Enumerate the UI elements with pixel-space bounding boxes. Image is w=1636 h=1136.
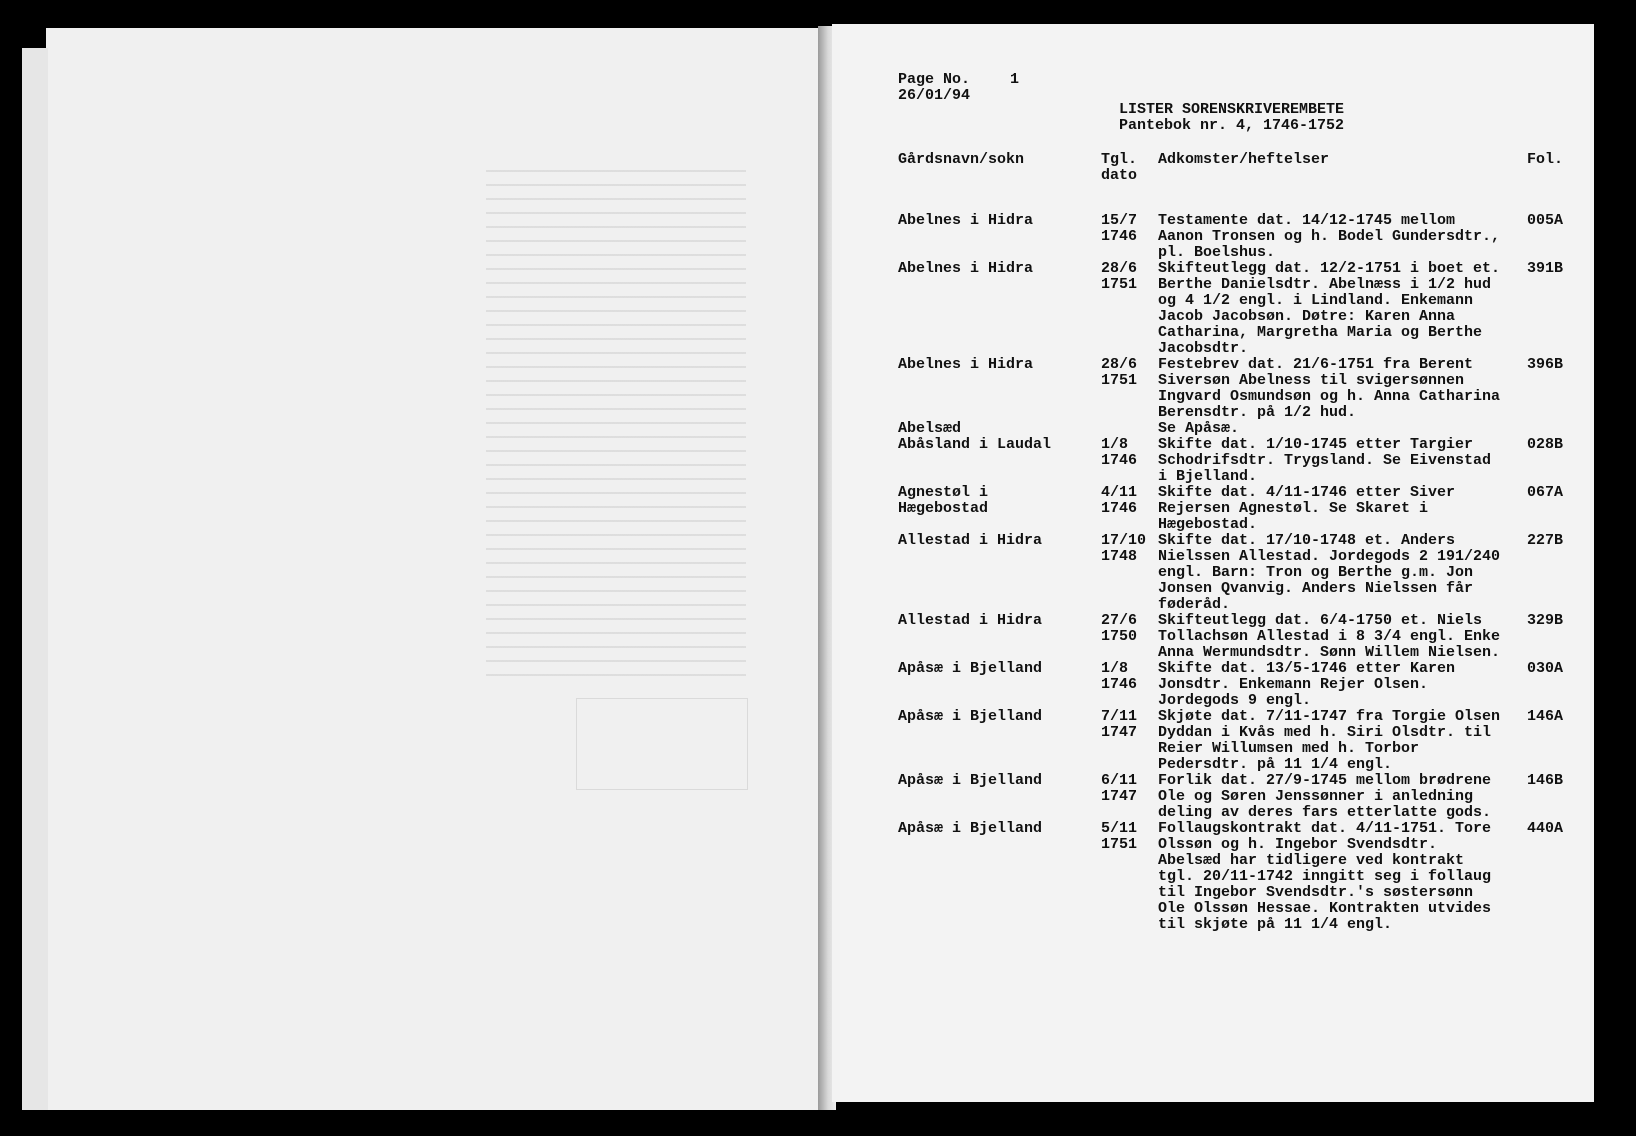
register-entries <box>898 213 1578 933</box>
entry-folio: 440A <box>1527 820 1564 837</box>
register-entry <box>898 261 1578 357</box>
entry-farm-name: Apåsæ i Bjelland <box>898 820 1043 837</box>
entry-date: 17/10 1748 <box>1101 532 1147 565</box>
page-header-title <box>1119 102 1344 134</box>
entry-text: Testamente dat. 14/12-1745 mellom Aanon Tronsen og h. Bodel Gundersdtr., pl. Boelshus. <box>1158 212 1501 261</box>
register-entry <box>898 213 1578 261</box>
entry-text: Skjøte dat. 7/11-1747 fra Torgie Olsen Dyddan i Kvås med h. Siri Olsdtr. til Reier Willumsen med h. Torbor Pedersdtr. på 11 1/4 engl. <box>1158 708 1501 773</box>
book-title: Pantebok nr. 4, 1746-1752 <box>1119 117 1345 134</box>
register-entry <box>898 421 1578 437</box>
bleed-through-stamp <box>576 698 748 790</box>
entry-date: 28/6 1751 <box>1101 260 1138 293</box>
entry-farm-name: Abåsland i Laudal <box>898 436 1052 453</box>
entry-date: 15/7 1746 <box>1101 212 1138 245</box>
entry-farm-name: Apåsæ i Bjelland <box>898 708 1043 725</box>
entry-text: Follaugskontrakt dat. 4/11-1751. Tore Olssøn og h. Ingebor Svendsdtr. Abelsæd har tidligere ved kontrakt tgl. 20/11-1742 inngitt seg i follaug til Ingebor Svendsdtr.'s søstersønn Ole Olssøn Hessae. Kontrakten utvides til skjøte på 11 1/4 engl. <box>1158 820 1492 933</box>
print-date: 26/01/94 <box>898 87 971 104</box>
entry-text: Se Apåsæ. <box>1158 420 1240 437</box>
entry-folio: 227B <box>1527 532 1564 549</box>
entry-date: 4/11 1746 <box>1101 484 1138 517</box>
entry-farm-name: Abelnes i Hidra <box>898 212 1034 229</box>
entry-date: 6/11 1747 <box>1101 772 1138 805</box>
entry-folio: 030A <box>1527 660 1564 677</box>
entry-text: Forlik dat. 27/9-1745 mellom brødrene Ole og Søren Jenssønner i anledning deling av deres fars etterlatte gods. <box>1158 772 1492 821</box>
entry-farm-name: Allestad i Hidra <box>898 612 1043 629</box>
entry-date: 27/6 1750 <box>1101 612 1138 645</box>
register-entry <box>898 709 1578 773</box>
entry-farm-name: Abelnes i Hidra <box>898 356 1034 373</box>
entry-folio: 146B <box>1527 772 1564 789</box>
entry-text: Skifte dat. 1/10-1745 etter Targier Schodrifsdtr. Trygsland. Se Eivenstad i Bjelland. <box>1158 436 1492 485</box>
entry-date: 1/8 1746 <box>1101 436 1138 469</box>
column-header-date: Tgl. dato <box>1101 151 1138 184</box>
register-entry <box>898 533 1578 613</box>
entry-date: 5/11 1751 <box>1101 820 1138 853</box>
column-header-text: Adkomster/heftelser <box>1158 151 1330 168</box>
entry-farm-name: Agnestøl i Hægebostad <box>898 484 989 517</box>
office-title: LISTER SORENSKRIVEREMBETE <box>1119 101 1345 118</box>
register-entry <box>898 613 1578 661</box>
entry-farm-name: Allestad i Hidra <box>898 532 1043 549</box>
page-number: 1 <box>1010 71 1020 88</box>
entry-text: Festebrev dat. 21/6-1751 fra Berent Siversøn Abelness til svigersønnen Ingvard Osmundsøn og h. Anna Catharina Berensdtr. på 1/2 hud. <box>1158 356 1501 421</box>
entry-farm-name: Apåsæ i Bjelland <box>898 772 1043 789</box>
column-header-folio: Fol. <box>1527 151 1564 168</box>
column-header-name: Gårdsnavn/sokn <box>898 151 1025 168</box>
bleed-through-text <box>486 158 746 678</box>
entry-farm-name: Abelnes i Hidra <box>898 260 1034 277</box>
page-header-left <box>898 72 1019 104</box>
register-entry <box>898 661 1578 709</box>
entry-text: Skifte dat. 4/11-1746 etter Siver Rejersen Agnestøl. Se Skaret i Hægebostad. <box>1158 484 1456 533</box>
entry-farm-name: Abelsæd <box>898 420 962 437</box>
entry-folio: 329B <box>1527 612 1564 629</box>
entry-text: Skifteutlegg dat. 6/4-1750 et. Niels Tollachsøn Allestad i 8 3/4 engl. Enke Anna Wermundsdtr. Sønn Willem Nielsen. <box>1158 612 1501 661</box>
register-entry <box>898 485 1578 533</box>
entry-farm-name: Apåsæ i Bjelland <box>898 660 1043 677</box>
register-entry <box>898 821 1578 933</box>
register-entry <box>898 437 1578 485</box>
left-page-blank <box>46 28 824 1110</box>
entry-folio: 146A <box>1527 708 1564 725</box>
entry-text: Skifteutlegg dat. 12/2-1751 i boet et. Berthe Danielsdtr. Abelnæss i 1/2 hud og 4 1/2 engl. i Lindland. Enkemann Jacob Jacobsøn. Døtre: Karen Anna Catharina, Margretha Maria og Berthe Jacobsdtr. <box>1158 260 1501 357</box>
entry-text: Skifte dat. 13/5-1746 etter Karen Jonsdtr. Enkemann Rejer Olsen. Jordegods 9 engl. <box>1158 660 1456 709</box>
entry-date: 7/11 1747 <box>1101 708 1138 741</box>
page-label: Page No. <box>898 71 971 88</box>
entry-folio: 067A <box>1527 484 1564 501</box>
entry-folio: 005A <box>1527 212 1564 229</box>
entry-date: 1/8 1746 <box>1101 660 1138 693</box>
entry-folio: 396B <box>1527 356 1564 373</box>
entry-folio: 028B <box>1527 436 1564 453</box>
column-headers <box>898 152 1578 188</box>
register-entry <box>898 773 1578 821</box>
left-page-edge <box>22 48 48 1110</box>
entry-text: Skifte dat. 17/10-1748 et. Anders Nielssen Allestad. Jordegods 2 191/240 engl. Barn: Tron og Berthe g.m. Jon Jonsen Qvanvig. Anders Nielssen får føderåd. <box>1158 532 1501 613</box>
entry-folio: 391B <box>1527 260 1564 277</box>
entry-date: 28/6 1751 <box>1101 356 1138 389</box>
register-entry <box>898 357 1578 421</box>
